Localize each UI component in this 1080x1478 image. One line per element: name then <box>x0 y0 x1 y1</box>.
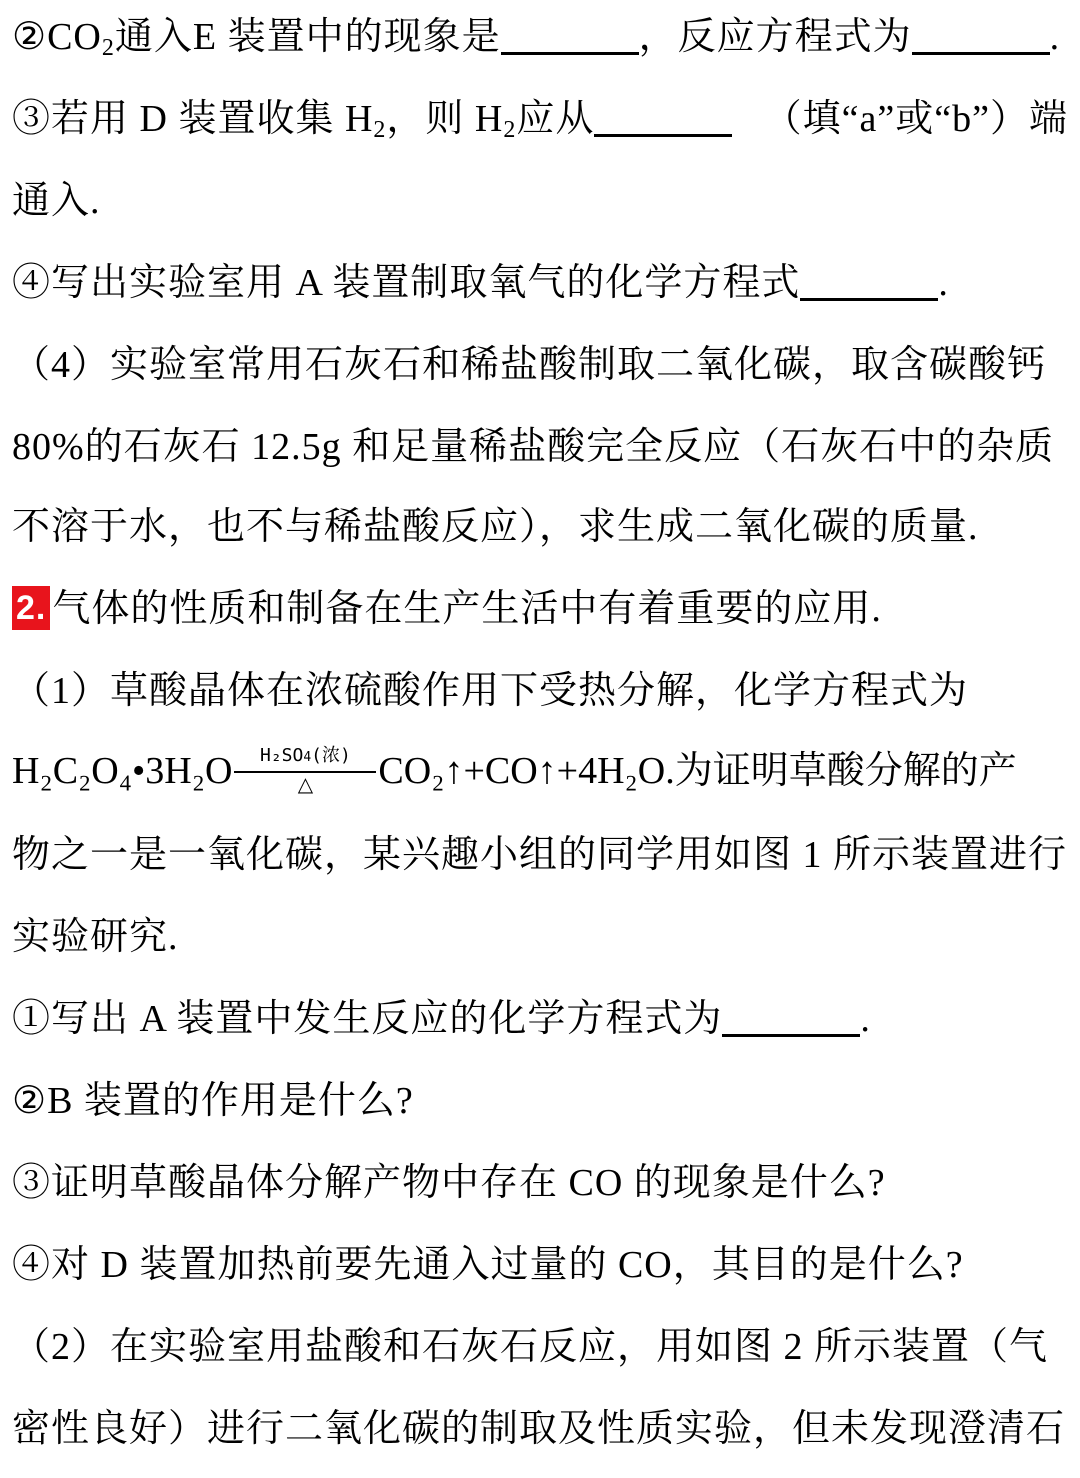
answer-blank-1[interactable] <box>501 12 639 55</box>
q3-3-subscript-2: 2 <box>503 117 517 143</box>
answer-blank-5[interactable] <box>722 994 860 1037</box>
q3-2-text-d: . <box>1049 16 1061 58</box>
line-q4: （4）实验室常用石灰石和稀盐酸制取二氧化碳，取含碳酸钙 <box>12 344 1047 386</box>
q3-3-text-a: ③若用 D 装置收集 H <box>12 98 374 140</box>
answer-blank-3[interactable] <box>594 94 732 137</box>
line-q3-3-cont: 通入. <box>12 180 101 222</box>
line-q2-1-2: ②B 装置的作用是什么? <box>12 1080 414 1122</box>
answer-blank-2[interactable] <box>912 12 1050 55</box>
reaction-condition <box>232 741 378 801</box>
line-q4-cont-2: 不溶于水，也不与稀盐酸反应），求生成二氧化碳的质量. <box>12 506 979 548</box>
q3-3-text-b: ，则 H <box>386 98 504 140</box>
equation-reactants: H₂C₂O₄•3H₂O <box>12 750 233 792</box>
q3-3-text-c: 应从 <box>516 98 595 140</box>
line-q2-1-cont-2: 实验研究. <box>12 916 179 958</box>
line-q3-2 <box>12 7 1068 67</box>
line-q2-1-cont-1: 物之一是一氧化碳，某兴趣小组的同学用如图 1 所示装置进行 <box>12 834 1068 876</box>
line-q2-1: （1）草酸晶体在浓硫酸作用下受热分解，化学方程式为 <box>12 670 969 712</box>
equation-products: CO₂↑+CO↑+4H₂O.为证明草酸分解的产 <box>378 750 1017 792</box>
line-q2-2: （2）在实验室用盐酸和石灰石反应，用如图 2 所示装置（气 <box>12 1326 1049 1368</box>
q3-3-subscript-1: 2 <box>373 117 387 143</box>
q2-1-1-text-b: . <box>860 998 871 1040</box>
line-q2-1-3: ③证明草酸晶体分解产物中存在 CO 的现象是什么? <box>12 1162 886 1204</box>
line-q2-1-4: ④对 D 装置加热前要先通入过量的 CO，其目的是什么? <box>12 1244 964 1286</box>
line-equation <box>12 741 1068 801</box>
q3-4-text-b: . <box>938 262 949 304</box>
line-q4-cont-1: 80%的石灰石 12.5g 和足量稀盐酸完全反应（石灰石中的杂质 <box>12 426 1055 468</box>
condition-catalyst: H₂SO4(浓) <box>259 745 351 766</box>
line-q2-2-cont: 密性良好）进行二氧化碳的制取及性质实验，但未发现澄清石 <box>12 1408 1066 1450</box>
heat-symbol: △ <box>297 774 314 796</box>
line-q3-3 <box>12 89 1068 149</box>
q3-2-text-c: ，反应方程式为 <box>638 16 912 58</box>
q2-1-1-text-a: ①写出 A 装置中发生反应的化学方程式为 <box>12 998 723 1040</box>
q3-4-text-a: ④写出实验室用 A 装置制取氧气的化学方程式 <box>12 262 801 304</box>
question-number-badge: 2. <box>12 586 50 630</box>
line-q2-1-1 <box>12 989 1068 1049</box>
q3-2-subscript: 2 <box>101 35 115 61</box>
line-q3-4 <box>12 253 1068 313</box>
q3-3-text-d: （填“a”或“b”）端 <box>763 98 1068 140</box>
answer-blank-4[interactable] <box>800 258 938 301</box>
q3-2-text-b: 通入E 装置中的现象是 <box>114 16 501 58</box>
question-2-stem: 气体的性质和制备在生产生活中有着重要的应用. <box>52 588 882 630</box>
line-question-2 <box>12 579 1068 639</box>
q3-2-text-a: ②CO <box>12 16 102 58</box>
